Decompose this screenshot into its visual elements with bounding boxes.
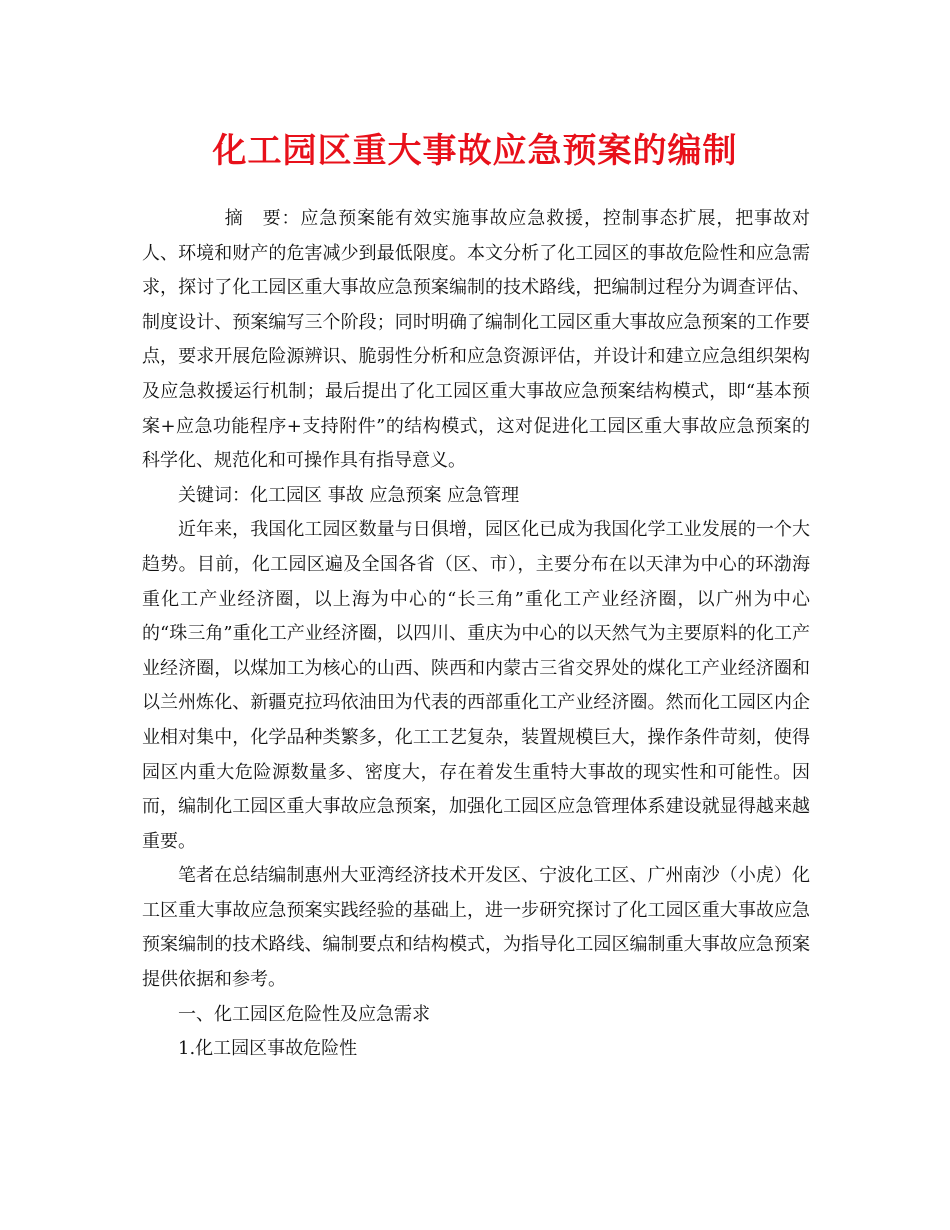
intro-paragraph: 近年来，我国化工园区数量与日俱增，园区化已成为我国化学工业发展的一个大趋势。目前，化工园区遍及全国各省（区、市），主要分布在以天津为中心的环渤海重化工产业经济圈，以上海为中心的“长三角”重化工产业经济圈，以广州为中心的“珠三角”重化工产业经济圈，以四川、重庆为中心的以天然气为主要原料的化工产业经济圈，以煤加工为核心的山西、陕西和内蒙古三省交界处的煤化工产业经济圈和以兰州炼化、新疆克拉玛依油田为代表的西部重化工产业经济圈。然而化工园区内企业相对集中，化学品种类繁多，化工工艺复杂，装置规模巨大，操作条件苛刻，使得园区内重大危险源数量多、密度大，存在着发生重特大事故的现实性和可能性。因而，编制化工园区重大事故应急预案，加强化工园区应急管理体系建设就显得越来越重要。 [142, 519, 810, 852]
document-title: 化工园区重大事故应急预案的编制 [212, 131, 738, 171]
abstract-paragraph: 摘 要：应急预案能有效实施事故应急救援，控制事态扩展，把事故对人、环境和财产的危害减少到最低限度。本文分析了化工园区的事故危险性和应急需求，探讨了化工园区重大事故应急预案编制的技术路线，把编制过程分为调查评估、制度设计、预案编写三个阶段；同时明确了编制化工园区重大事故应急预案的工作要点，要求开展危险源辨识、脆弱性分析和应急资源评估，并设计和建立应急组织架构及应急救援运行机制；最后提出了化工园区重大事故应急预案结构模式，即“基本预案+应急功能程序+支持附件”的结构模式，这对促进化工园区重大事故应急预案的科学化、规范化和可操作具有指导意义。 [142, 208, 810, 472]
section-heading-1: 一、化工园区危险性及应急需求 [178, 1003, 430, 1025]
document-body [142, 202, 810, 1067]
keywords-paragraph: 关键词：化工园区 事故 应急预案 应急管理 [178, 484, 520, 506]
subsection-heading-1-1: 1.化工园区事故危险性 [178, 1038, 358, 1060]
summary-paragraph: 笔者在总结编制惠州大亚湾经济技术开发区、宁波化工区、广州南沙（小虎）化工区重大事故应急预案实践经验的基础上，进一步研究探讨了化工园区重大事故应急预案编制的技术路线、编制要点和结构模式，为指导化工园区编制重大事故应急预案提供依据和参考。 [142, 865, 810, 991]
